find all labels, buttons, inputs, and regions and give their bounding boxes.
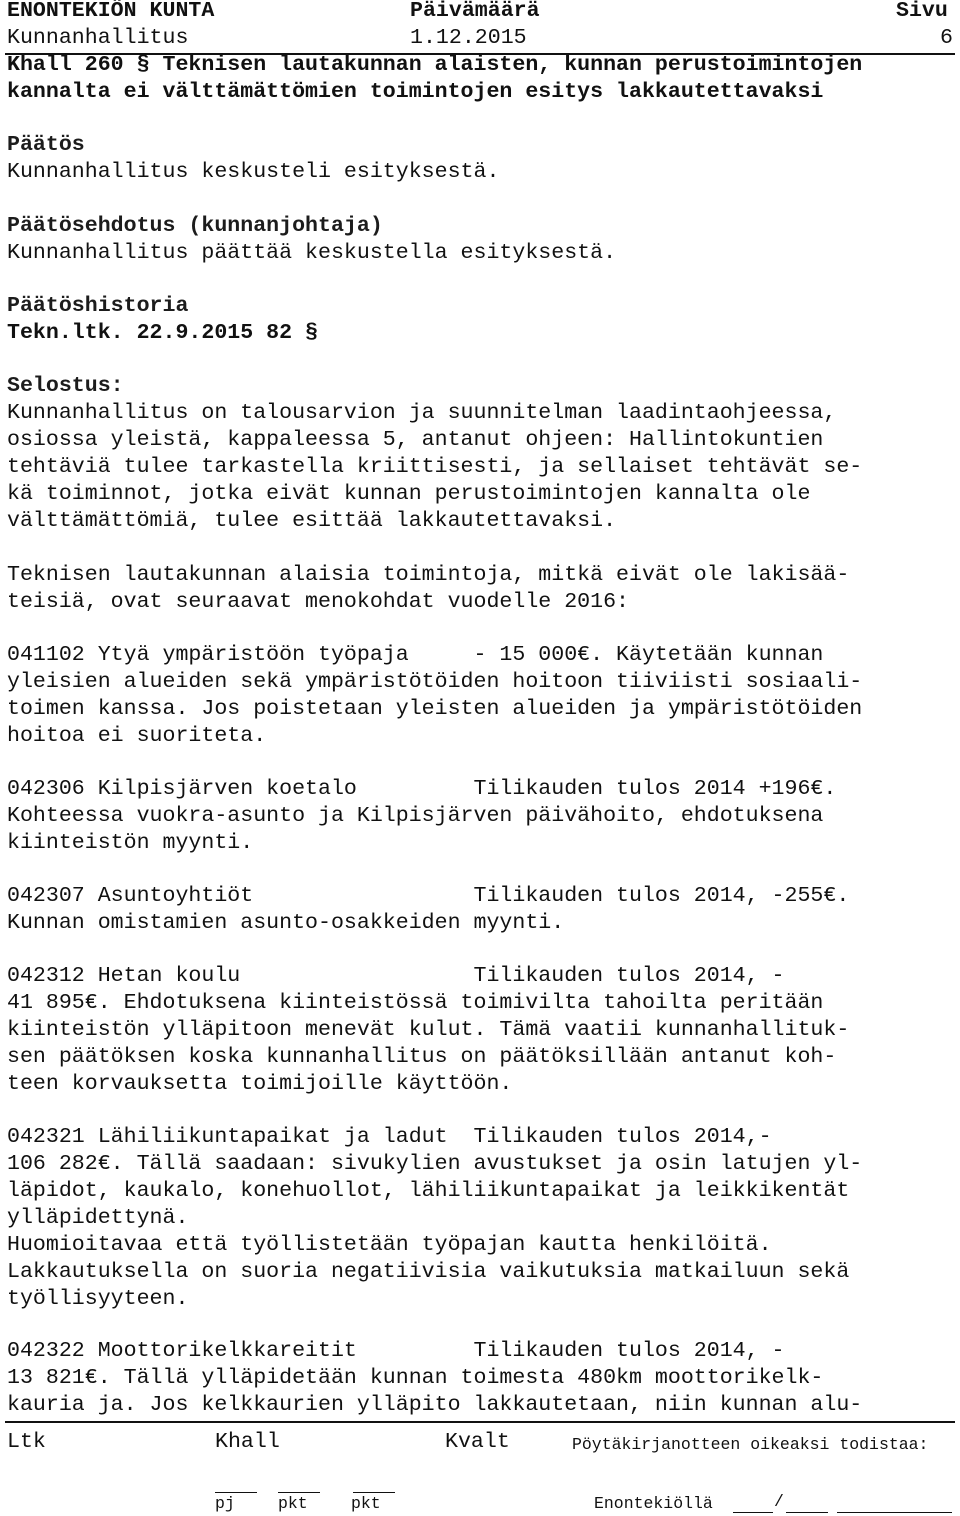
budget-item-line: yleisien alueiden sekä ympäristötöiden hoitoon tiiviisti sosiaali-	[7, 670, 863, 694]
budget-item-line: läpidot, kaukalo, konehuollot, lähiliikuntapaikat ja leikkikentät	[7, 1179, 850, 1203]
budget-item-line: työllisyyteen.	[7, 1287, 189, 1311]
decision-text: Kunnanhallitus keskusteli esityksestä.	[7, 160, 500, 184]
footer-khall: Khall	[215, 1430, 280, 1454]
budget-item-line: kiinteistön ylläpitoon menevät kulut. Tämä vaatii kunnanhallituk-	[7, 1018, 850, 1042]
footer-ltk: Ltk	[7, 1430, 46, 1454]
budget-item-line: 042306 Kilpisjärven koetalo Tilikauden tulos 2014 +196€.	[7, 777, 837, 801]
date-label: Päivämäärä	[410, 0, 540, 23]
page-label: Sivu	[896, 0, 948, 23]
paragraph-line: Kunnanhallitus on talousarvion ja suunnitelman laadintaohjeessa,	[7, 401, 837, 425]
budget-item-line: 042312 Hetan koulu Tilikauden tulos 2014, -	[7, 964, 785, 988]
budget-item-line: ylläpidettynä.	[7, 1206, 189, 1230]
paragraph-line: kä toiminnot, jotka eivät kunnan perustoimintojen kannalta ole	[7, 482, 811, 506]
paragraph-line: osiossa yleistä, kappaleessa 5, antanut ohjeen: Hallintokuntien	[7, 428, 824, 452]
proposal-text: Kunnanhallitus päättää keskustella esityksestä.	[7, 241, 617, 265]
paragraph-line: tehtäviä tulee tarkastella kriittisesti, ja sellaiset tehtävät se-	[7, 455, 863, 479]
pkt-signature-line	[353, 1480, 395, 1493]
budget-item-line: 041102 Ytyä ympäristöön työpaja - 15 000€. Käytetään kunnan	[7, 643, 824, 667]
footer-pj: pj	[215, 1494, 235, 1513]
section-title-line1: Khall 260 § Teknisen lautakunnan alaisten, kunnan perustoimintojen	[7, 53, 863, 77]
budget-item-line: 41 895€. Ehdotuksena kiinteistössä toimivilta tahoilta peritään	[7, 991, 824, 1015]
budget-item-line: 13 821€. Tällä ylläpidetään kunnan toimesta 480km moottorikelk-	[7, 1366, 824, 1390]
budget-item-line: 042322 Moottorikelkkareitit Tilikauden tulos 2014, -	[7, 1339, 785, 1363]
budget-item-line: kauria ja. Jos kelkkaurien ylläpito lakkautetaan, niin kunnan alu-	[7, 1393, 863, 1417]
budget-item-line: toimen kanssa. Jos poistetaan yleisten alueiden ja ympäristötöiden	[7, 697, 863, 721]
pkt-signature-line	[278, 1480, 320, 1493]
paragraph-line: teisiä, ovat seuraavat menokohdat vuodelle 2016:	[7, 590, 630, 614]
budget-item-line: hoitoa ei suoriteta.	[7, 724, 267, 748]
date-month-blank	[786, 1496, 828, 1513]
footer-kvalt: Kvalt	[445, 1430, 510, 1454]
history-reference: Tekn.ltk. 22.9.2015 82 §	[7, 321, 319, 345]
date-day-blank	[733, 1496, 773, 1513]
meeting-date: 1.12.2015	[410, 26, 527, 50]
footer-certify-label: Pöytäkirjanotteen oikeaksi todistaa:	[572, 1435, 929, 1454]
budget-item-line: sen päätöksen koska kunnanhallitus on päätöksillään antanut koh-	[7, 1045, 837, 1069]
municipality-name: ENONTEKIÖN KUNTA	[7, 0, 215, 23]
footer-place: Enontekiöllä	[594, 1494, 713, 1513]
explanation-heading: Selostus:	[7, 374, 124, 398]
date-year-blank	[837, 1496, 952, 1513]
budget-item-line: Kohteessa vuokra-asunto ja Kilpisjärven päivähoito, ehdotuksena	[7, 804, 824, 828]
proposal-heading: Päätösehdotus (kunnanjohtaja)	[7, 214, 383, 238]
budget-item-line: 106 282€. Tällä saadaan: sivukylien avustukset ja osin latujen yl-	[7, 1152, 863, 1176]
section-title-line2: kannalta ei välttämättömien toimintojen esitys lakkautettavaksi	[7, 80, 824, 104]
budget-item-line: Kunnan omistamien asunto-osakkeiden myynti.	[7, 911, 565, 935]
budget-item-line: 042321 Lähiliikuntapaikat ja ladut Tilikauden tulos 2014,-	[7, 1125, 772, 1149]
budget-item-line: teen korvauksetta toimijoille käyttöön.	[7, 1072, 513, 1096]
footer-divider	[5, 1421, 955, 1423]
paragraph-line: välttämättömiä, tulee esittää lakkautettavaksi.	[7, 509, 617, 533]
footer-date-separator: /	[774, 1492, 784, 1511]
budget-item-line: Lakkautuksella on suoria negatiivisia vaikutuksia matkailuun sekä	[7, 1260, 850, 1284]
pj-signature-line	[215, 1480, 257, 1493]
decision-heading: Päätös	[7, 133, 85, 157]
paragraph-line: Teknisen lautakunnan alaisia toimintoja, mitkä eivät ole lakisää-	[7, 563, 850, 587]
budget-item-line: Huomioitavaa että työllistetään työpajan kautta henkilöitä.	[7, 1233, 772, 1257]
page-number: 6	[940, 26, 953, 50]
budget-item-line: kiinteistön myynti.	[7, 831, 254, 855]
meeting-body: Kunnanhallitus	[7, 26, 189, 50]
footer-pkt: pkt	[351, 1494, 381, 1513]
budget-item-line: 042307 Asuntoyhtiöt Tilikauden tulos 2014, -255€.	[7, 884, 850, 908]
footer-pkt: pkt	[278, 1494, 308, 1513]
history-heading: Päätöshistoria	[7, 294, 189, 318]
